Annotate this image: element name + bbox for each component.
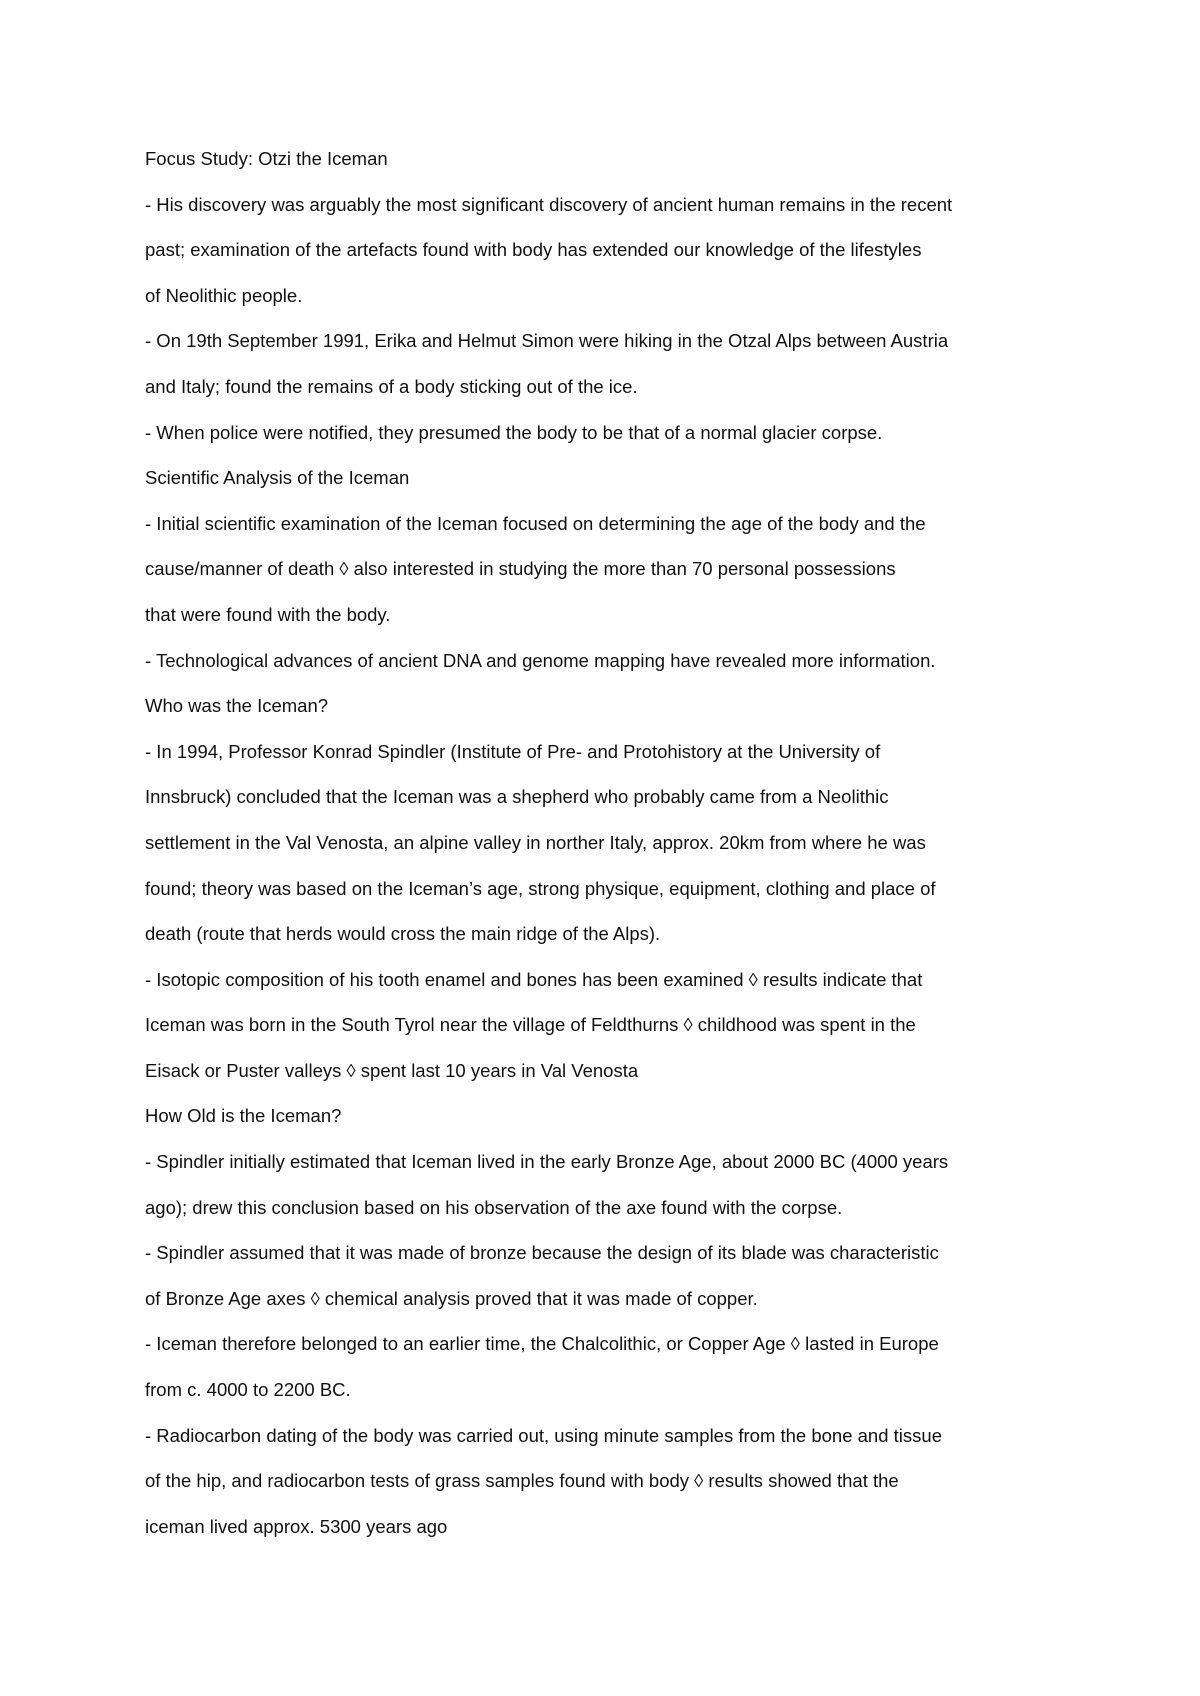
text-line: cause/manner of death ◊ also interested in studying the more than 70 personal possessions bbox=[145, 558, 896, 580]
text-line: - Radiocarbon dating of the body was carried out, using minute samples from the bone and tissue bbox=[145, 1424, 942, 1446]
text-line: - Iceman therefore belonged to an earlier time, the Chalcolithic, or Copper Age ◊ lasted in Europe bbox=[145, 1333, 939, 1355]
text-line: Focus Study: Otzi the Iceman bbox=[145, 148, 388, 169]
text-line: - When police were notified, they presumed the body to be that of a normal glacier corpse. bbox=[145, 421, 883, 443]
text-line: Scientific Analysis of the Iceman bbox=[145, 467, 410, 489]
document-body bbox=[145, 144, 1075, 1557]
text-line: and Italy; found the remains of a body sticking out of the ice. bbox=[145, 375, 638, 397]
text-line: - His discovery was arguably the most significant discovery of ancient human remains in the recent bbox=[145, 193, 953, 215]
text-line: - Spindler assumed that it was made of bronze because the design of its blade was characteristic bbox=[145, 1242, 939, 1264]
text-line: - Initial scientific examination of the Iceman focused on determining the age of the body and the bbox=[145, 512, 926, 534]
text-line: of Neolithic people. bbox=[145, 284, 303, 306]
text-line: - Isotopic composition of his tooth enamel and bones has been examined ◊ results indicate that bbox=[145, 968, 923, 990]
text-line: - Spindler initially estimated that Iceman lived in the early Bronze Age, about 2000 BC (4000 years bbox=[145, 1151, 949, 1173]
text-line: ago); drew this conclusion based on his observation of the axe found with the corpse. bbox=[145, 1196, 843, 1218]
text-line: How Old is the Iceman? bbox=[145, 1105, 342, 1127]
text-line: iceman lived approx. 5300 years ago bbox=[145, 1515, 448, 1537]
text-line: Innsbruck) concluded that the Iceman was a shepherd who probably came from a Neolithic bbox=[145, 786, 889, 808]
text-line: found; theory was based on the Iceman’s age, strong physique, equipment, clothing and place of bbox=[145, 877, 936, 899]
text-line: of the hip, and radiocarbon tests of grass samples found with body ◊ results showed that the bbox=[145, 1470, 899, 1492]
text-line: of Bronze Age axes ◊ chemical analysis proved that it was made of copper. bbox=[145, 1287, 758, 1309]
text-line: that were found with the body. bbox=[145, 603, 391, 625]
text-line: past; examination of the artefacts found with body has extended our knowledge of the lifestyles bbox=[145, 239, 922, 261]
text-line: settlement in the Val Venosta, an alpine valley in norther Italy, approx. 20km from where he was bbox=[145, 831, 926, 853]
text-line: Iceman was born in the South Tyrol near the village of Feldthurns ◊ childhood was spent in the bbox=[145, 1014, 916, 1036]
text-line: from c. 4000 to 2200 BC. bbox=[145, 1379, 351, 1401]
text-line: - Technological advances of ancient DNA and genome mapping have revealed more information. bbox=[145, 649, 936, 671]
text-line: - On 19th September 1991, Erika and Helmut Simon were hiking in the Otzal Alps between Austria bbox=[145, 330, 949, 352]
text-line: Eisack or Puster valleys ◊ spent last 10 years in Val Venosta bbox=[145, 1059, 639, 1081]
text-line: Who was the Iceman? bbox=[145, 695, 329, 717]
text-line: - In 1994, Professor Konrad Spindler (Institute of Pre- and Protohistory at the University of bbox=[145, 740, 881, 762]
text-line: death (route that herds would cross the main ridge of the Alps). bbox=[145, 923, 661, 945]
